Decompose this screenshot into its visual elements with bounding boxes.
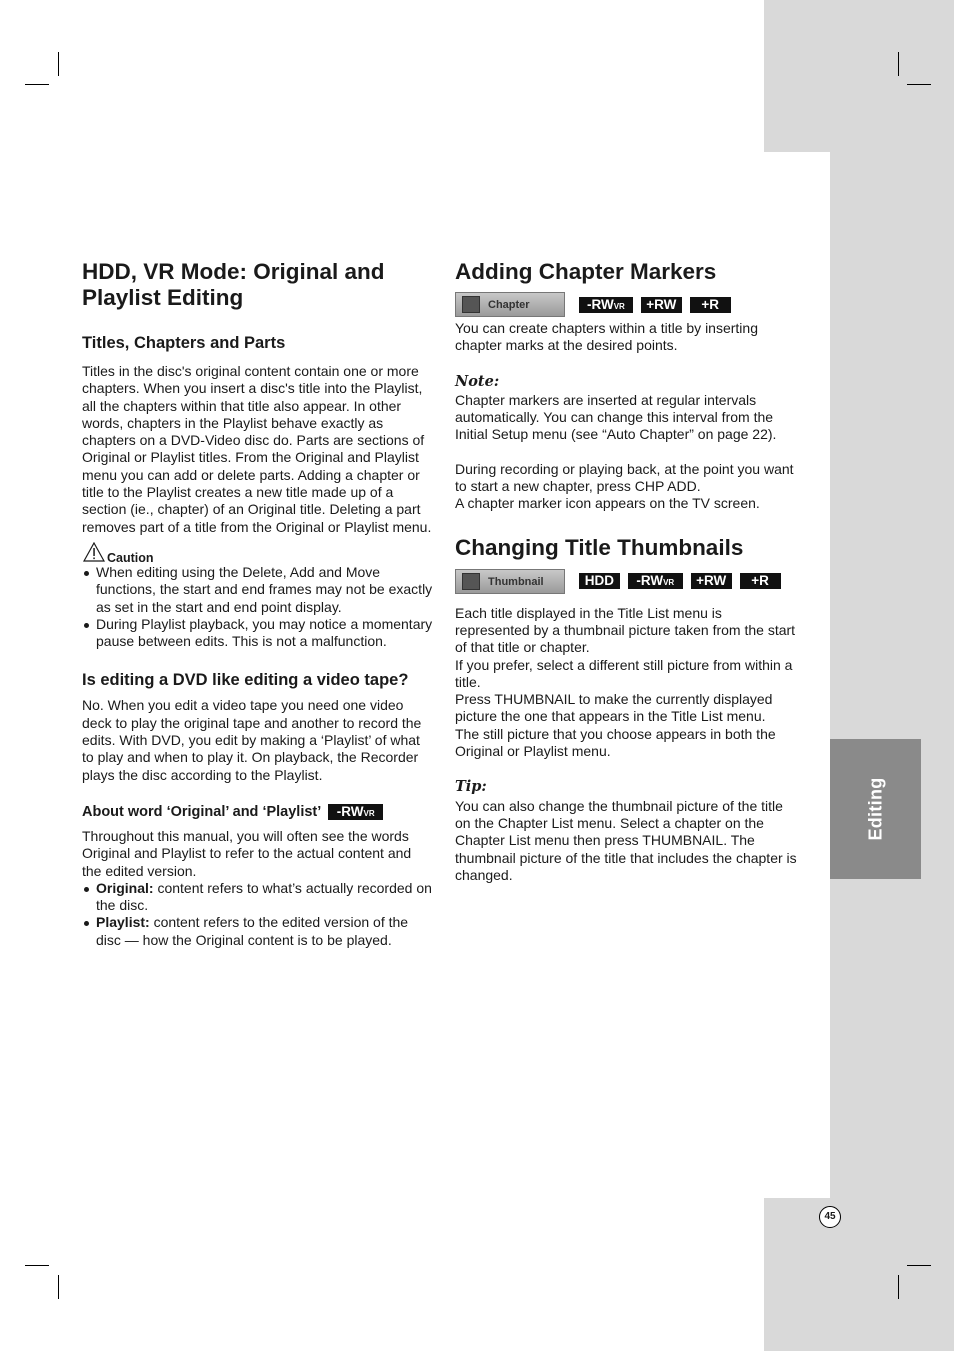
thumbnail-menu-image: Thumbnail [455,569,565,594]
chapter-badge-row [455,292,800,318]
disc-badge: -RWVR [628,573,683,589]
note-text: Chapter markers are inserted at regular intervals automatically. You can change this interval from the Initial Setup menu (see “Auto Chapter” on page 22). [455,391,777,443]
crop-mark [907,1265,931,1266]
original-playlist-body: Throughout this manual, you will often see the words Original and Playlist to refer to the actual content and the edited version. [82,827,412,879]
tip-label: Tip: [455,778,487,796]
chapter-result: A chapter marker icon appears on the TV screen. [455,495,760,512]
disc-badge: +R [740,573,781,589]
section-heading-video-tape: Is editing a DVD like editing a video tape? [82,671,409,690]
section-heading-original-playlist [82,803,434,821]
crop-mark [898,52,899,76]
section-heading-titles: Titles, Chapters and Parts [82,334,286,352]
left-column [82,259,434,949]
sidebar-background [830,0,954,1351]
disc-badge: HDD [579,573,620,589]
sidebar-background-bottom [764,1198,954,1351]
crop-mark [907,84,931,85]
thumbnail-badge-row [455,569,800,595]
warning-icon [83,542,105,562]
crop-mark [58,52,59,76]
disc-badge: +RW [691,573,732,589]
crop-mark [58,1275,59,1299]
caution-item: When editing using the Delete, Add and Move functions, the start and end frames may not be exactly as set in the start and end point display. [82,564,434,616]
crop-mark [898,1275,899,1299]
original-playlist-heading: About word ‘Original’ and ‘Playlist’ [82,803,322,820]
film-icon [462,296,480,313]
right-column [455,259,800,884]
caution-heading [82,542,434,564]
film-icon [462,573,480,590]
definition-item: Original: content refers to what’s actually recorded on the disc. [82,880,434,915]
section-tab [830,739,921,879]
disc-badge: +RW [641,297,682,313]
disc-badge: -RWVR [579,297,633,313]
caution-label: Caution [107,550,154,565]
section-tab-label: Editing [865,777,885,841]
video-tape-body: No. When you edit a video tape you need one video deck to play the original tape and another to record the edits. With DVD, you edit by making a ‘Playlist’ of what to play and when to play it. On playback, the Recorder plays the disc according to the Playlist. [82,697,422,783]
page-title: HDD, VR Mode: Original and Playlist Editing [82,259,385,310]
titles-body: Titles in the disc's original content contain one or more chapters. When you insert a disc's title into the Playlist, all the chapters within that title also appear. In other words, chapters in the Playlist behave exactly as chapters on a DVD-Video disc do. Parts are sections of Original or Playlist titles. From the Original and Playlist menu you can add or delete parts. Adding a chapter or title to the Playlist creates a new title made up of a section (ie., chapter) of an Original title. Deleting a part removes part of a title from the Original or Playlist menu. [82,363,432,535]
crop-mark [25,84,49,85]
thumbnail-paragraph: The still picture that you choose appears in both the Original or Playlist menu. [455,725,776,760]
thumbnails-title: Changing Title Thumbnails [455,534,744,560]
chapter-markers-title: Adding Chapter Markers [455,259,717,284]
crop-mark [25,1265,49,1266]
page-number: 45 [819,1206,841,1228]
note-label: Note: [455,372,500,390]
chapter-menu-image: Chapter [455,292,565,317]
thumbnail-paragraph: Each title displayed in the Title List menu is represented by a thumbnail picture taken from the start of that title or chapter. [455,604,796,656]
tip-text: You can also change the thumbnail picture of the title on the Chapter List menu. Select a chapter on the Chapter List menu then press THUMBNAIL. The thumbnail picture of the title that includes the chapter is changed. [455,797,797,883]
chapter-instruction: During recording or playing back, at the point you want to start a new chapter, press CHP ADD. [455,460,794,495]
chapter-intro: You can create chapters within a title by inserting chapter marks at the desired points. [455,320,758,354]
caution-item: During Playlist playback, you may notice a momentary pause between edits. This is not a malfunction. [82,616,434,651]
thumbnail-paragraph: If you prefer, select a different still picture from within a title. [455,656,793,690]
definition-item: Playlist: content refers to the edited version of the disc — how the Original content is to be played. [82,914,434,949]
disc-badge: -RWVR [328,804,383,820]
thumbnail-paragraph: Press THUMBNAIL to make the currently displayed picture the one that appears in the Title List menu. [455,691,773,725]
disc-badge: +R [690,297,731,313]
